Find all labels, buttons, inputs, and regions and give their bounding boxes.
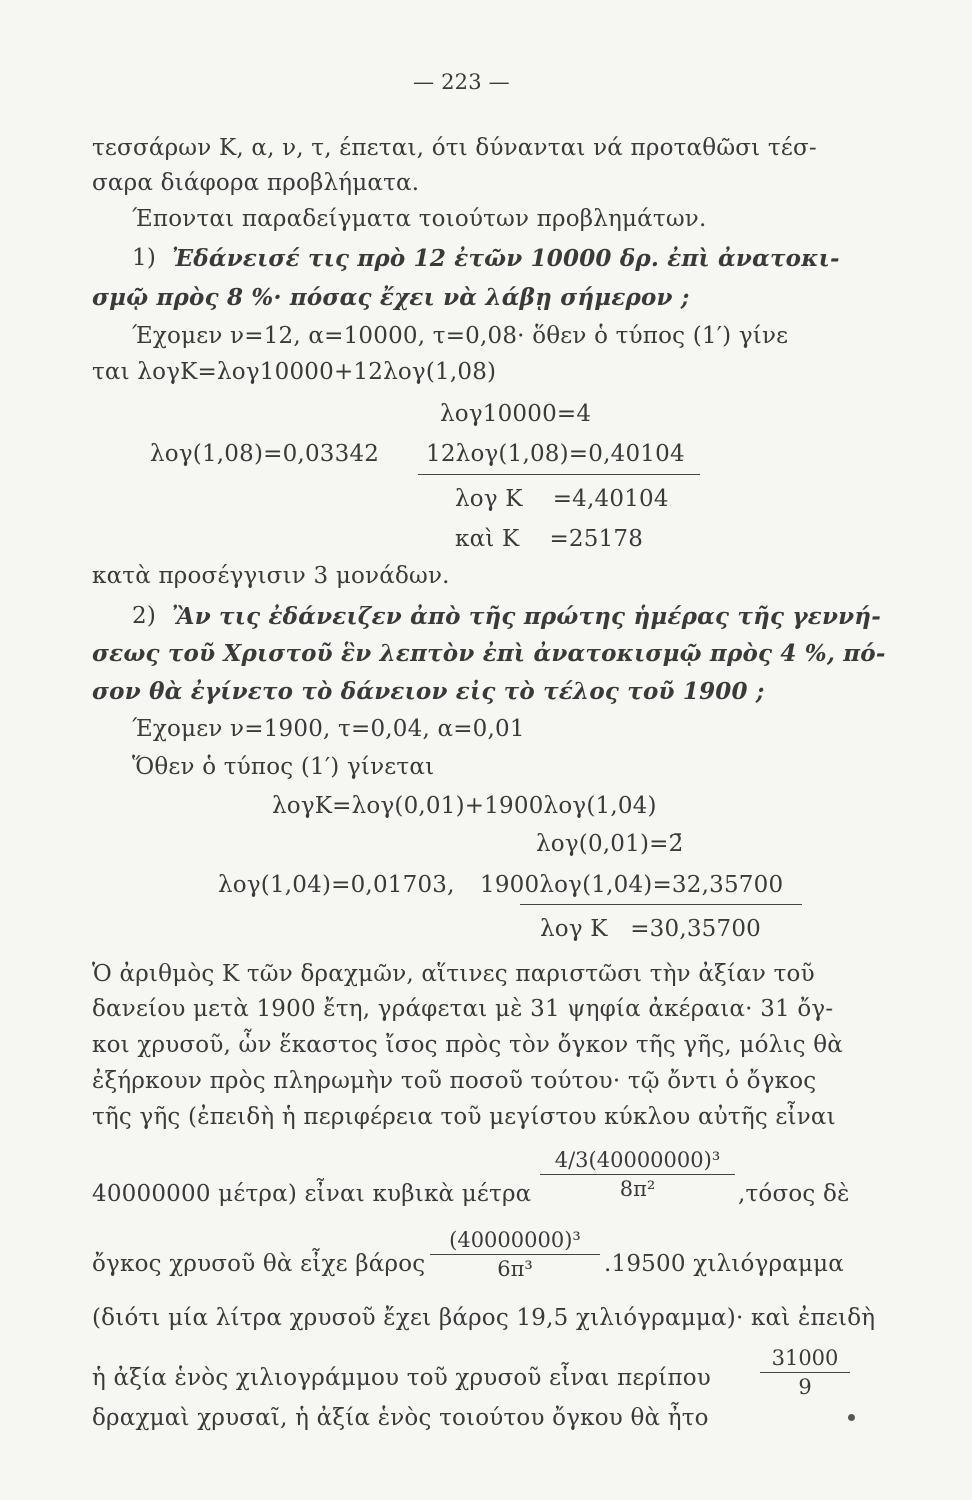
problem-number: 2): [132, 603, 157, 629]
formula-line: λογ Κ =4,40104: [455, 486, 669, 512]
fraction-bar: [760, 1372, 850, 1373]
text-line: Ὁ ἀριθμὸς Κ τῶν δραχμῶν, αἵτινες παριστῶσι τὴν ἀξίαν τοῦ: [92, 961, 815, 987]
text-line: τεσσάρων Κ, α, ν, τ, έπεται, ότι δύνανται νά προταθῶσι τέσ-: [92, 135, 817, 161]
formula-line: λογ Κ =30,35700: [540, 916, 762, 942]
text-line: 40000000 μέτρα) εἶναι κυβικὰ μέτρα: [92, 1181, 532, 1207]
formula-line: λογ(0,01)=2̄: [536, 831, 684, 857]
problem-statement: σον θὰ ἐγίνετο τὸ δάνειον εἰς τὸ τέλος τοῦ 1900 ;: [92, 678, 765, 705]
text-line: ἡ ἀξία ἑνὸς χιλιογράμμου τοῦ χρυσοῦ εἶναι περίπου: [92, 1365, 711, 1391]
fraction-denominator: 8π²: [619, 1177, 656, 1201]
text-line: τῆς γῆς (ἐπειδὴ ἡ περιφέρεια τοῦ μεγίστου κύκλου αὐτῆς εἶναι: [92, 1104, 836, 1130]
text-line: Ὅθεν ὁ τύπος (1′) γίνεται: [132, 754, 435, 780]
fraction-bar: [430, 1254, 600, 1255]
ink-spot: [848, 1414, 855, 1421]
fraction-denominator: 9: [798, 1375, 812, 1399]
text-line: Έπονται παραδείγματα τοιούτων προβλημάτων.: [132, 206, 707, 232]
text-line: δραχμαὶ χρυσαῖ, ἡ ἀξία ἑνὸς τοιούτου ὄγκου θὰ ἦτο: [92, 1405, 709, 1431]
problem-statement: σεως τοῦ Χριστοῦ ἓν λεπτὸν ἐπὶ ἀνατοκισμῷ πρὸς 4 %, πό-: [92, 640, 886, 667]
formula-line: λογ(1,04)=0,01703,: [218, 872, 455, 898]
formula-line: 1900λογ(1,04)=32,35700: [480, 872, 784, 898]
text-line: κοι χρυσοῦ, ὧν ἕκαστος ἴσος πρὸς τὸν ὄγκον τῆς γῆς, μόλις θὰ: [92, 1032, 843, 1058]
text-line: ἐξήρκουν πρὸς πληρωμὴν τοῦ ποσοῦ τούτου· τῷ ὄντι ὁ ὄγκος: [92, 1068, 817, 1094]
formula-line: 12λογ(1,08)=0,40104: [426, 441, 685, 467]
fraction-denominator: 6π³: [497, 1257, 533, 1281]
formula-line: καὶ Κ =25178: [455, 526, 644, 552]
text-line: δανείου μετὰ 1900 ἔτη, γράφεται μὲ 31 ψηφία ἀκέραια· 31 ὄγ-: [92, 996, 834, 1022]
text-line: .19500 χιλιόγραμμα: [604, 1251, 845, 1277]
text-line: ὄγκος χρυσοῦ θὰ εἶχε βάρος: [92, 1251, 426, 1277]
price-fraction: [760, 1346, 850, 1399]
sum-rule: [520, 904, 802, 905]
formula-line: λογΚ=λογ(0,01)+1900λογ(1,04): [272, 793, 657, 819]
text-line: σαρα διάφορα προβλήματα.: [92, 170, 420, 196]
fraction-numerator: 31000: [771, 1346, 839, 1370]
fraction-numerator: (40000000)³: [449, 1228, 581, 1252]
weight-fraction: [430, 1228, 600, 1281]
problem-statement: Ἐδάνεισέ τις πρὸ 12 ἐτῶν 10000 δρ. ἐπὶ ἀνατοκι-: [172, 245, 840, 272]
volume-fraction: [540, 1148, 735, 1201]
problem-statement: σμῷ πρὸς 8 %· πόσας ἔχει νὰ λάβῃ σήμερον ;: [92, 284, 690, 311]
formula-line: ται λογΚ=λογ10000+12λογ(1,08): [92, 359, 497, 385]
fraction-numerator: 4/3(40000000)³: [554, 1148, 721, 1172]
text-line: κατὰ προσέγγισιν 3 μονάδων.: [92, 563, 450, 589]
problem-number: 1): [132, 245, 157, 271]
page-number: — 223 —: [413, 70, 510, 94]
problem-statement: Ἂν τις ἐδάνειζεν ἀπὸ τῆς πρώτης ἡμέρας τῆς γεννή-: [172, 603, 881, 630]
formula-line: λογ10000=4: [440, 401, 592, 427]
text-line: Έχομεν ν=12, α=10000, τ=0,08· ὅθεν ὁ τύπος (1′) γίνε: [132, 323, 789, 349]
formula-line: λογ(1,08)=0,03342: [150, 441, 380, 467]
text-line: ,τόσος δὲ: [738, 1181, 850, 1207]
sum-rule: [418, 474, 700, 475]
fraction-bar: [540, 1174, 735, 1175]
text-line: Έχομεν ν=1900, τ=0,04, α=0,01: [132, 716, 525, 742]
text-line: (διότι μία λίτρα χρυσοῦ ἔχει βάρος 19,5 χιλιόγραμμα)· καὶ ἐπειδὴ: [92, 1305, 876, 1331]
